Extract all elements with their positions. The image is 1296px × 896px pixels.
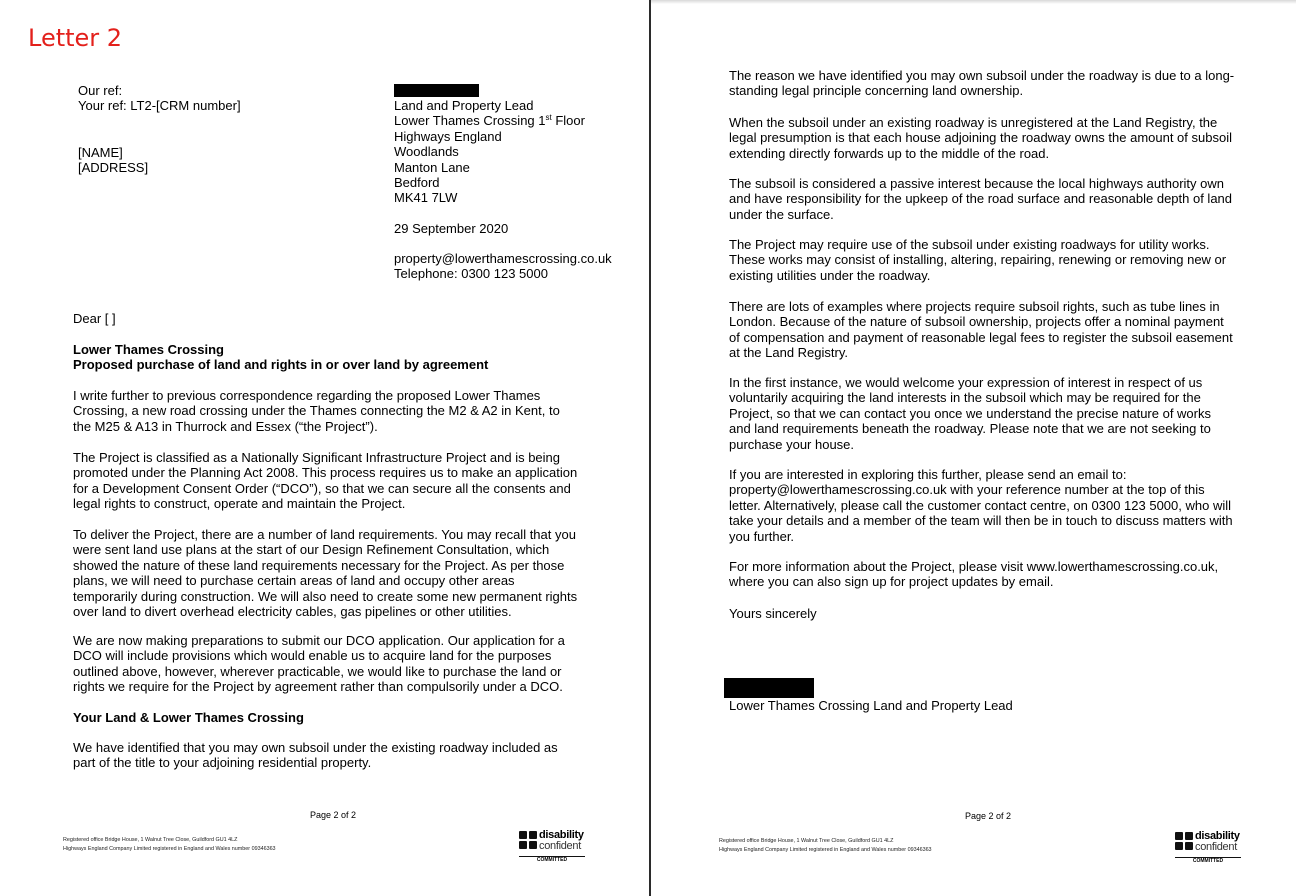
letter-page-right [651, 0, 1296, 896]
paragraph-line: purchase your house. [729, 436, 855, 452]
paragraph-line: In the first instance, we would welcome your expression of interest in respect of us [729, 375, 1203, 390]
paragraph-line: We are now making preparations to submit our DCO application. Our application for a [73, 633, 565, 648]
body-paragraph [73, 740, 558, 771]
paragraph-line: legal presumption is that each house adjoining the roadway owns the amount of subsoil [729, 130, 1232, 146]
footer-line: Registered office Bridge House, 1 Walnut Tree Close, Guildford GU1 4LZ [63, 837, 238, 843]
sender-postcode: MK41 7LW [394, 190, 458, 206]
paragraph-line: rights we require for the Project by agreement rather than compulsorily under a DCO. [73, 679, 563, 695]
footer-text [63, 836, 276, 854]
paragraph-line: For more information about the Project, please visit www.lowerthamescrossing.co.uk, [729, 559, 1219, 574]
paragraph-line: the M25 & A13 in Thurrock and Essex (“the Project”). [73, 418, 378, 434]
disability-confident-logo [517, 829, 587, 865]
paragraph-line: you further. [729, 528, 795, 544]
logo-word: confident [539, 840, 581, 852]
paragraph-line: promoted under the Planning Act 2008. This process requires us to make an application [73, 465, 578, 481]
paragraph-line: property@lowerthamescrossing.co.uk with your reference number at the top of this [729, 482, 1205, 498]
body-paragraph [729, 115, 1232, 161]
paragraph-line: under the surface. [729, 206, 834, 222]
signatory: Lower Thames Crossing Land and Property Lead [729, 698, 1013, 713]
salutation: Dear [ ] [73, 311, 116, 326]
body-paragraph [73, 450, 577, 512]
sender-floor: Lower Thames Crossing 1st Floor [394, 113, 585, 129]
contact-email: property@lowerthamescrossing.co.uk [394, 251, 612, 266]
paragraph-line: If you are interested in exploring this further, please send an email to: [729, 467, 1127, 482]
section-heading: Your Land & Lower Thames Crossing [73, 710, 304, 725]
contact-telephone: Telephone: 0300 123 5000 [394, 266, 548, 282]
paragraph-line: There are lots of examples where projects require subsoil rights, such as tube lines in [729, 299, 1220, 314]
letter-label: Letter 2 [28, 24, 123, 52]
body-paragraph [729, 68, 1234, 99]
subject-block [73, 342, 488, 373]
page-number: Page 2 of 2 [310, 810, 357, 820]
sender-block [394, 98, 585, 206]
paragraph-line: over land to divert overhead electricity cables, gas pipelines or other utilities. [73, 604, 512, 620]
sender-city: Bedford [394, 175, 440, 191]
disability-confident-logo [1173, 830, 1243, 866]
footer-text [719, 837, 932, 855]
paragraph-line: and have responsibility for the upkeep of the road surface and reasonable depth of land [729, 191, 1233, 207]
paragraph-line: The reason we have identified you may own subsoil under the roadway is due to a long- [729, 68, 1235, 83]
recipient-name: [NAME] [78, 145, 123, 160]
paragraph-line: The Project may require use of the subsoil under existing roadways for utility works. [729, 237, 1210, 252]
body-paragraph [729, 467, 1233, 544]
paragraph-line: When the subsoil under an existing roadway is unregistered at the Land Registry, the [729, 115, 1218, 130]
body-paragraph [73, 633, 565, 695]
subject-title: Lower Thames Crossing [73, 342, 224, 357]
paragraph-line: plans, we will need to purchase certain areas of land and occupy other areas [73, 573, 515, 589]
paragraph-line: part of the title to your adjoining residential property. [73, 755, 372, 771]
paragraph-line: DCO will include provisions which would enable us to acquire land for the purposes [73, 648, 552, 664]
paragraph-line: legal rights to construct, operate and maintain the Project. [73, 496, 406, 512]
disability-confident-icon [1175, 832, 1193, 850]
body-paragraph [73, 388, 560, 434]
recipient-address: [ADDRESS] [78, 160, 149, 176]
logo-word: disability [1195, 830, 1240, 842]
paragraph-line: Project, so that we can contact you once we understand the precise nature of works [729, 405, 1211, 421]
paragraph-line: and land requirements beneath the roadway. Please note that we are not seeking to [729, 421, 1211, 437]
disability-confident-icon [519, 831, 537, 849]
paragraph-line: were sent land use plans at the start of our Design Refinement Consultation, which [73, 542, 550, 558]
your-ref: Your ref: LT2-[CRM number] [78, 98, 241, 114]
paragraph-line: We have identified that you may own subsoil under the existing roadway included as [73, 740, 558, 755]
paragraph-line: extending directly forwards up to the middle of the road. [729, 145, 1050, 161]
sender-addr2: Manton Lane [394, 159, 470, 175]
paragraph-line: Yours sincerely [729, 606, 817, 621]
paragraph-line: at the Land Registry. [729, 345, 848, 361]
sender-addr1: Woodlands [394, 144, 459, 160]
redaction-bar [394, 84, 479, 97]
paragraph-line: The Project is classified as a Nationally Significant Infrastructure Project and is being [73, 450, 561, 465]
logo-word: confident [1195, 841, 1237, 853]
body-paragraph [729, 176, 1232, 222]
body-paragraph [729, 606, 817, 621]
recipient-block [78, 145, 148, 176]
paragraph-line: temporarily during construction. We will also need to create some new permanent rights [73, 588, 578, 604]
paragraph-line: London. Because of the nature of subsoil ownership, projects offer a nominal payment [729, 314, 1224, 330]
paragraph-line: outlined above, however, wherever practicable, we would like to purchase the land or [73, 663, 562, 679]
paragraph-line: These works may consist of installing, altering, repairing, renewing or removing new or [729, 252, 1227, 268]
paragraph-line: voluntarily acquiring the land interests in the subsoil which may be required for the [729, 390, 1201, 406]
paragraph-line: showed the nature of these land requirements necessary for the Project. As per those [73, 557, 565, 573]
paragraph-line: of compensation and payment of reasonable legal fees to register the subsoil easement [729, 329, 1233, 345]
paragraph-line: The subsoil is considered a passive interest because the local highways authority own [729, 176, 1224, 191]
page-shadow [651, 0, 1296, 4]
footer-line: Highways England Company Limited registered in England and Wales number 09346363 [719, 847, 932, 853]
footer-line: Highways England Company Limited registered in England and Wales number 09346363 [63, 846, 276, 852]
paragraph-line: Crossing, a new road crossing under the Thames connecting the M2 & A2 in Kent, to [73, 403, 560, 419]
footer-line: Registered office Bridge House, 1 Walnut Tree Close, Guildford GU1 4LZ [719, 838, 894, 844]
logo-word: disability [539, 829, 584, 841]
logo-word: COMMITTED [517, 857, 587, 863]
sender-org: Highways England [394, 128, 502, 144]
body-paragraph [73, 527, 577, 619]
reference-block [78, 83, 241, 114]
paragraph-line: existing utilities under the roadway. [729, 267, 931, 283]
subject-heading: Proposed purchase of land and rights in or over land by agreement [73, 357, 489, 373]
paragraph-line: To deliver the Project, there are a number of land requirements. You may recall that you [73, 527, 576, 542]
paragraph-line: for a Development Consent Order (“DCO”), so that we can secure all the consents and [73, 480, 571, 496]
paragraph-line: standing legal principle concerning land ownership. [729, 83, 1024, 99]
paragraph-line: take your details and a member of the team will then be in touch to discuss matters with [729, 513, 1233, 529]
body-paragraph [729, 237, 1226, 283]
page-number: Page 2 of 2 [965, 811, 1012, 821]
paragraph-line: I write further to previous correspondence regarding the proposed Lower Thames [73, 388, 541, 403]
body-paragraph [729, 559, 1218, 590]
letter-date: 29 September 2020 [394, 221, 509, 236]
contact-block [394, 251, 612, 282]
our-ref: Our ref: [78, 83, 123, 98]
paragraph-line: letter. Alternatively, please call the customer contact centre, on 0300 123 5000, who will [729, 497, 1231, 513]
paragraph-line: where you can also sign up for project updates by email. [729, 574, 1054, 590]
signature-redaction-bar [724, 678, 814, 698]
body-paragraph [729, 375, 1211, 452]
body-paragraph [729, 299, 1233, 361]
sender-title: Land and Property Lead [394, 98, 534, 113]
logo-word: COMMITTED [1173, 858, 1243, 864]
